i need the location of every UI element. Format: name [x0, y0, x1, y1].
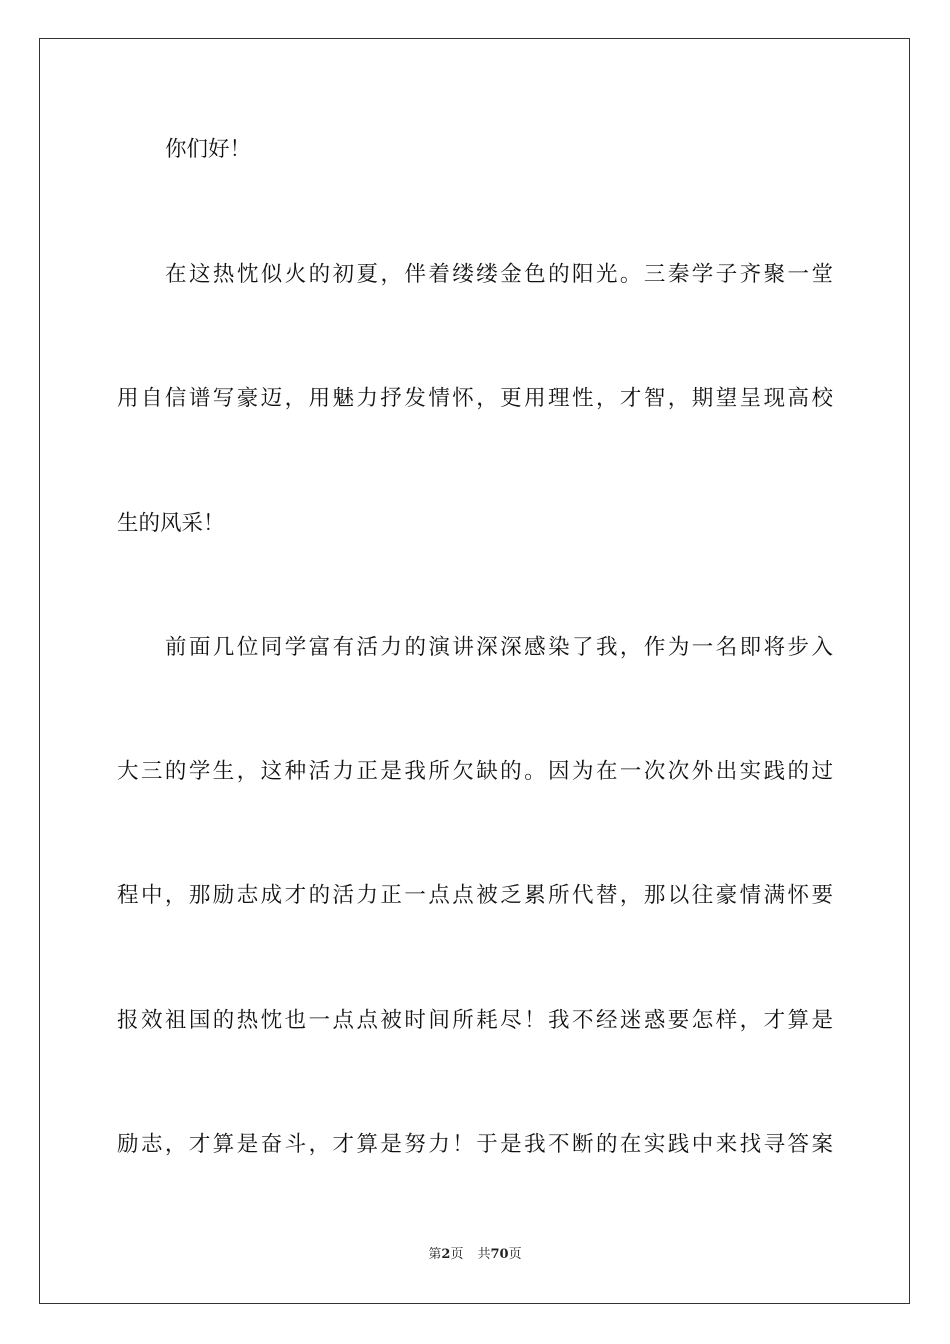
paragraph-line-greeting: 你们好！ [165, 137, 252, 162]
page-prefix: 第 [428, 1247, 442, 1262]
paragraph-line: 程中，那励志成才的活力正一点点被乏累所代替，那以往豪情满怀要 [117, 883, 833, 908]
paragraph-line: 在这热忱似火的初夏，伴着缕缕金色的阳光。三秦学子齐聚一堂 [165, 262, 833, 287]
paragraph-line: 用自信谱写豪迈，用魅力抒发情怀，更用理性，才智，期望呈现高校 [117, 386, 833, 411]
paragraph-line: 前面几位同学富有活力的演讲深深感染了我，作为一名即将步入 [165, 635, 833, 660]
paragraph-line: 生的风采！ [117, 511, 225, 536]
paragraph-line: 报效祖国的热忱也一点点被时间所耗尽！我不经迷惑要怎样，才算是 [117, 1008, 833, 1033]
paragraph-line: 励志，才算是奋斗，才算是努力！于是我不断的在实践中来找寻答案 [117, 1132, 833, 1157]
total-pages: 70 [490, 1247, 509, 1262]
total-prefix: 共 [477, 1247, 491, 1262]
total-suffix: 页 [508, 1247, 522, 1262]
page-number: 2 [441, 1247, 451, 1262]
paragraph-line: 大三的学生，这种活力正是我所欠缺的。因为在一次次外出实践的过 [117, 759, 833, 784]
page-frame [39, 38, 910, 1304]
page-footer [0, 1245, 950, 1265]
page-suffix: 页 [450, 1247, 464, 1262]
